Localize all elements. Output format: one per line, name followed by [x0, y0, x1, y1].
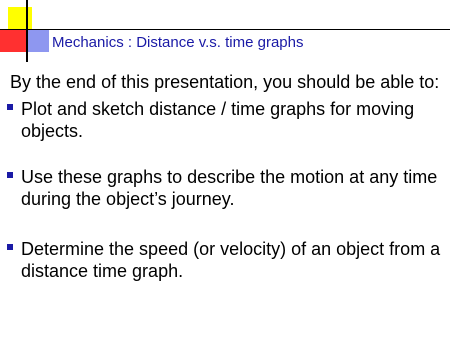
title-underline-rule	[0, 29, 450, 30]
square-bullet-icon	[7, 244, 13, 250]
square-bullet-icon	[7, 172, 13, 178]
objective-text: Determine the speed (or velocity) of an object from a distance time graph.	[21, 239, 441, 281]
square-bullet-icon	[7, 104, 13, 110]
intro-text: By the end of this presentation, you should be able to:	[10, 72, 440, 92]
decorative-red-square	[0, 30, 27, 52]
slide-title: Mechanics : Distance v.s. time graphs	[52, 34, 304, 51]
objective-text: Plot and sketch distance / time graphs for moving objects.	[21, 99, 415, 141]
decorative-yellow-square	[8, 7, 32, 30]
decorative-vertical-rule	[26, 0, 28, 62]
objective-text: Use these graphs to describe the motion at any time during the object’s journey.	[21, 167, 438, 209]
decorative-blue-square	[27, 30, 49, 52]
